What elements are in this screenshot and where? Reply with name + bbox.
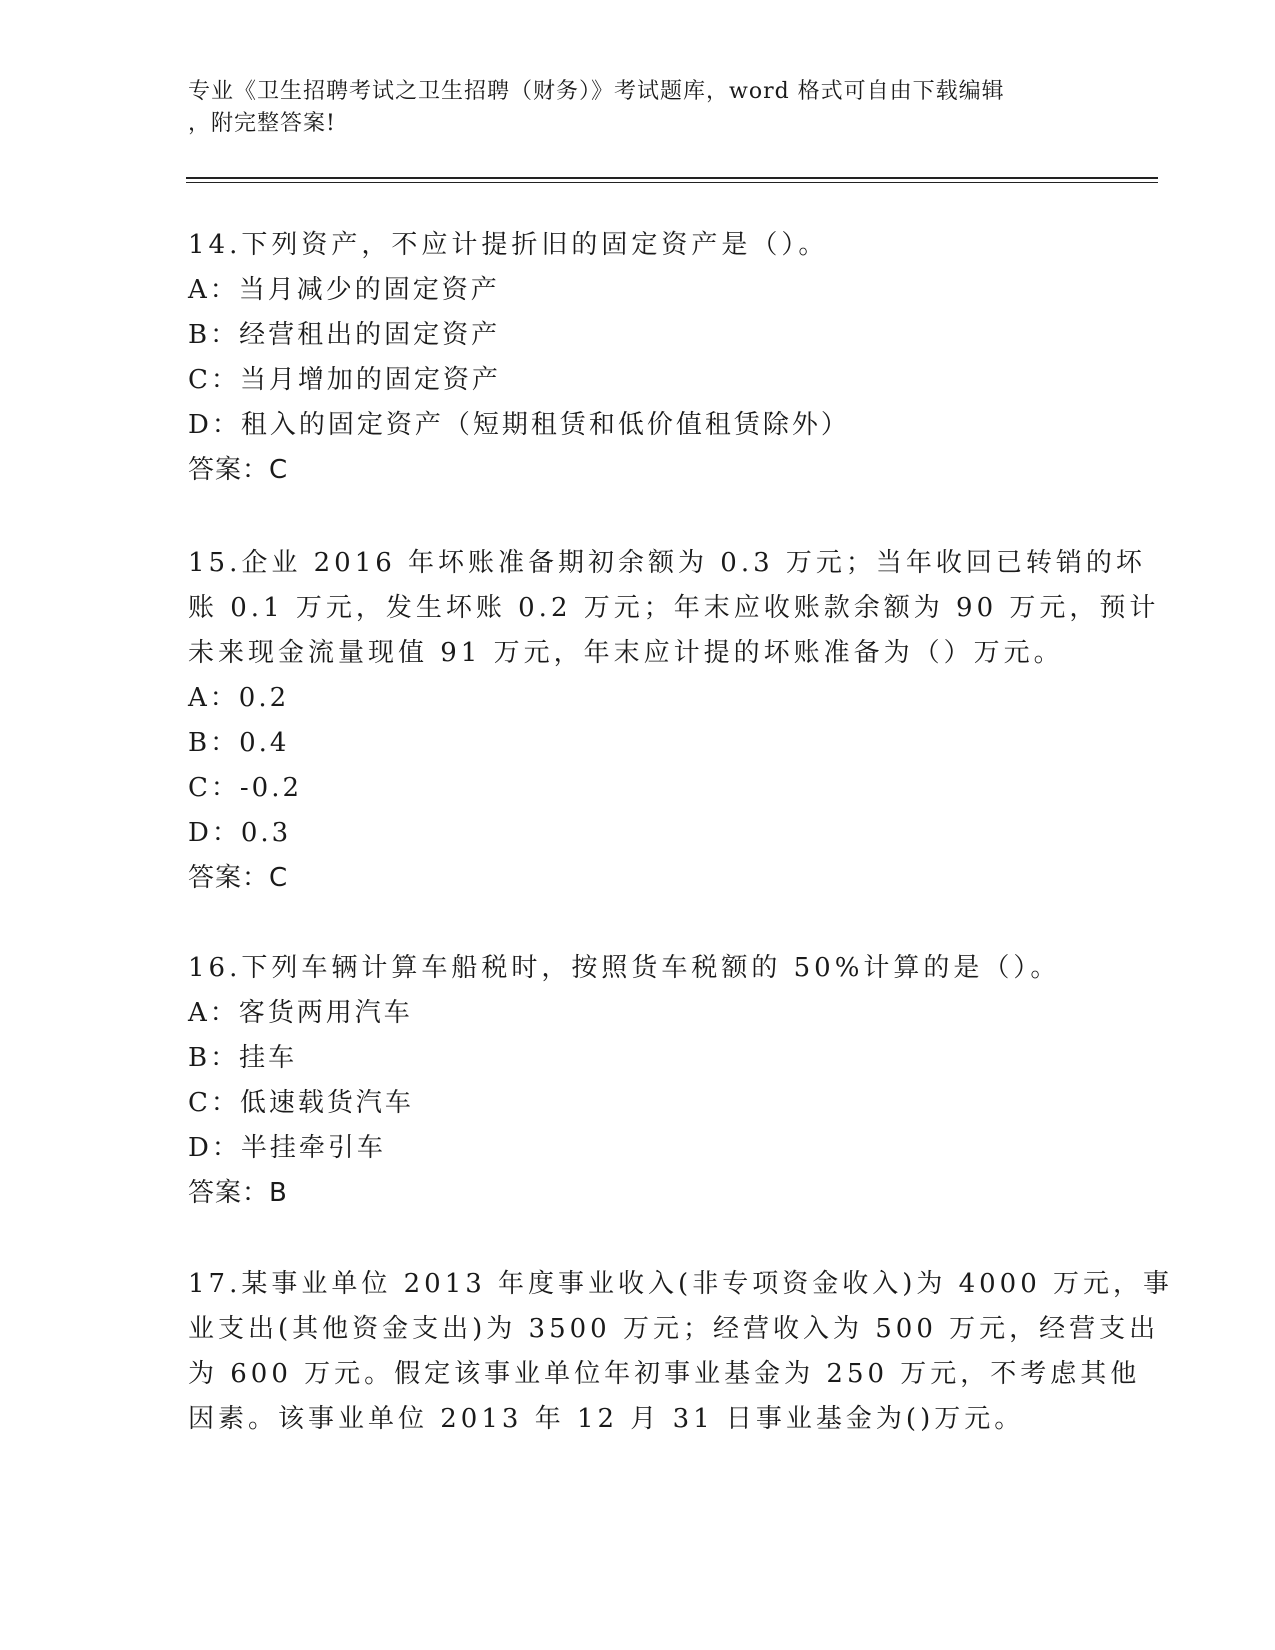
option-d: D：0.3 <box>188 818 292 848</box>
header-line-1: 专业《卫生招聘考试之卫生招聘（财务）》考试题库，word 格式可自由下载编辑 <box>188 79 1005 104</box>
header-divider-thick <box>186 177 1158 179</box>
option-a: A：当月减少的固定资产 <box>188 275 500 305</box>
option-c: C：-0.2 <box>188 773 303 803</box>
option-a: A：客货两用汽车 <box>188 998 413 1028</box>
header-line-2: ，附完整答案! <box>188 111 336 136</box>
header-divider-thin <box>186 182 1158 183</box>
option-b: B：0.4 <box>188 728 290 758</box>
question-stem-line-3: 未来现金流量现值 91 万元，年末应计提的坏账准备为（）万元。 <box>188 638 1064 668</box>
question-stem-line-3: 为 600 万元。假定该事业单位年初事业基金为 250 万元，不考虑其他 <box>188 1359 1141 1389</box>
option-d: D：半挂牵引车 <box>188 1133 386 1163</box>
question-15 <box>188 541 1160 901</box>
question-stem-line-2: 业支出(其他资金支出)为 3500 万元；经营收入为 500 万元，经营支出 <box>188 1314 1160 1344</box>
question-16 <box>188 946 1088 1216</box>
option-c: C：当月增加的固定资产 <box>188 365 501 395</box>
document-header <box>188 76 1068 140</box>
option-a: A：0.2 <box>188 683 290 713</box>
option-b: B：经营租出的固定资产 <box>188 320 501 350</box>
option-c: C：低速载货汽车 <box>188 1088 414 1118</box>
question-stem: 16.下列车辆计算车船税时，按照货车税额的 50%计算的是（）。 <box>188 953 1061 983</box>
question-stem-line-1: 17.某事业单位 2013 年度事业收入(非专项资金收入)为 4000 万元，事 <box>188 1269 1174 1299</box>
answer: 答案：C <box>188 863 289 893</box>
answer: 答案：B <box>188 1178 288 1208</box>
question-stem-line-1: 15.企业 2016 年坏账准备期初余额为 0.3 万元；当年收回已转销的坏 <box>188 548 1146 578</box>
option-d: D：租入的固定资产（短期租赁和低价值租赁除外） <box>188 410 850 440</box>
option-b: B：挂车 <box>188 1043 298 1073</box>
question-stem-line-4: 因素。该事业单位 2013 年 12 月 31 日事业基金为()万元。 <box>188 1404 1025 1434</box>
question-14 <box>188 223 1088 493</box>
question-stem-line-2: 账 0.1 万元，发生坏账 0.2 万元；年末应收账款余额为 90 万元，预计 <box>188 593 1160 623</box>
answer: 答案：C <box>188 455 289 485</box>
question-17 <box>188 1262 1174 1442</box>
question-stem: 14.下列资产，不应计提折旧的固定资产是（）。 <box>188 230 829 260</box>
